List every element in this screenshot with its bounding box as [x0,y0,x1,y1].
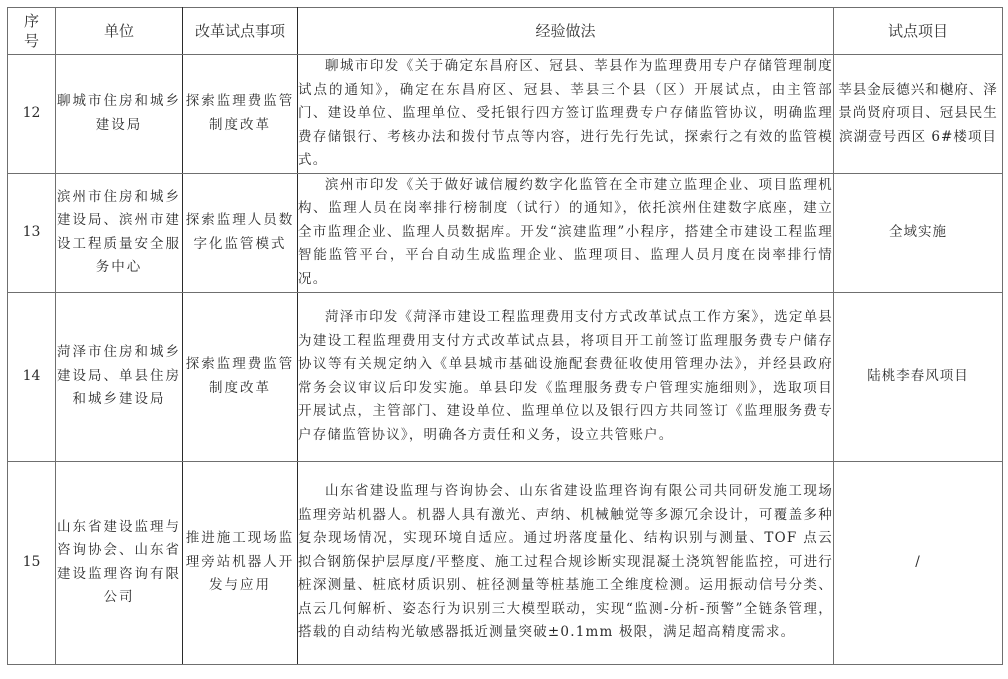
row-reform-item: 探索监理费监管制度改革 [183,55,298,174]
row-pilot-project: 全域实施 [834,173,1003,292]
header-experience: 经验做法 [298,8,834,55]
table-row [8,173,1003,292]
experience-text: 滨州市印发《关于做好诚信履约数字化监管在全市建立监理企业、项目监理机构、监理人员在岗率排行榜制度（试行）的通知》，依托滨州住建数字底座，建立全市监理企业、监理人员数据库。开发“滨建监理”小程序，搭建全市建设工程监理智能监管平台，平台自动生成监理企业、监理项目、监理人员月度在岗率排行情况。 [298,176,833,287]
header-unit: 单位 [56,8,183,55]
row-unit: 聊城市住房和城乡建设局 [56,55,183,174]
experience-text: 聊城市印发《关于确定东昌府区、冠县、莘县作为监理费用专户存储管理制度试点的通知》，确定在东昌府区、冠县、莘县三个县（区）开展试点，由主管部门、建设单位、监理单位、受托银行四方签订监理费专户存储监管协议，明确监理费存储银行、考核办法和拨付节点等内容，进行先行先试，探索行之有效的监管模式。 [298,58,833,168]
row-experience [298,292,834,461]
row-experience [298,173,834,292]
row-reform-item: 探索监理人员数字化监管模式 [183,173,298,292]
row-experience [298,461,834,664]
header-reform-item: 改革试点事项 [183,8,298,55]
row-index: 12 [8,55,56,174]
pilot-experience-table [7,7,1003,665]
table-row [8,292,1003,461]
row-reform-item: 探索监理费监管制度改革 [183,292,298,461]
row-index: 15 [8,461,56,664]
row-pilot-project: 莘县金辰德兴和樾府、泽景尚贤府项目、冠县民生滨湖壹号西区 6#楼项目 [834,55,1003,174]
row-experience [298,55,834,174]
table-row [8,55,1003,174]
row-index: 13 [8,173,56,292]
experience-text: 山东省建设监理与咨询协会、山东省建设监理咨询有限公司共同研发施工现场监理旁站机器人。机器人具有激光、声纳、机械触觉等多源冗余设计，可覆盖多种复杂现场情况，实现环境自适应。通过坍落度量化、结构识别与测量、TOF 点云拟合钢筋保护层厚度/平整度、施工过程合规诊断实现混凝土浇筑智能监控，可进行桩深测量、桩底材质识别、桩径测量等桩基施工全维度检测。运用振动信号分类、点云几何解析、姿态行为识别三大模型联动，实现“监测-分析-预警”全链条管理，搭载的自动结构光敏感器抵近测量突破±0.1mm 极限，满足超高精度需求。 [298,483,833,641]
header-pilot-project: 试点项目 [834,8,1003,55]
experience-text: 菏泽市印发《菏泽市建设工程监理费用支付方式改革试点工作方案》，选定单县为建设工程监理费用支付方式改革试点县，将项目开工前签订监理服务费专户储存协议等有关规定纳入《单县城市基础设施配套费征收使用管理办法》，并经县政府常务会议审议后印发实施。单县印发《监理服务费专户管理实施细则》，选取项目开展试点，主管部门、建设单位、监理单位以及银行四方共同签订《监理服务费专户存储监管协议》，明确各方责任和义务，设立共管账户。 [298,309,833,443]
table-row [8,461,1003,664]
row-unit: 滨州市住房和城乡建设局、滨州市建设工程质量安全服务中心 [56,173,183,292]
row-index: 14 [8,292,56,461]
table-header-row [8,8,1003,55]
row-unit: 菏泽市住房和城乡建设局、单县住房和城乡建设局 [56,292,183,461]
row-pilot-project: / [834,461,1003,664]
row-pilot-project: 陆桃李春风项目 [834,292,1003,461]
row-reform-item: 推进施工现场监理旁站机器人开发与应用 [183,461,298,664]
row-unit: 山东省建设监理与咨询协会、山东省建设监理咨询有限公司 [56,461,183,664]
header-index: 序号 [8,8,56,55]
